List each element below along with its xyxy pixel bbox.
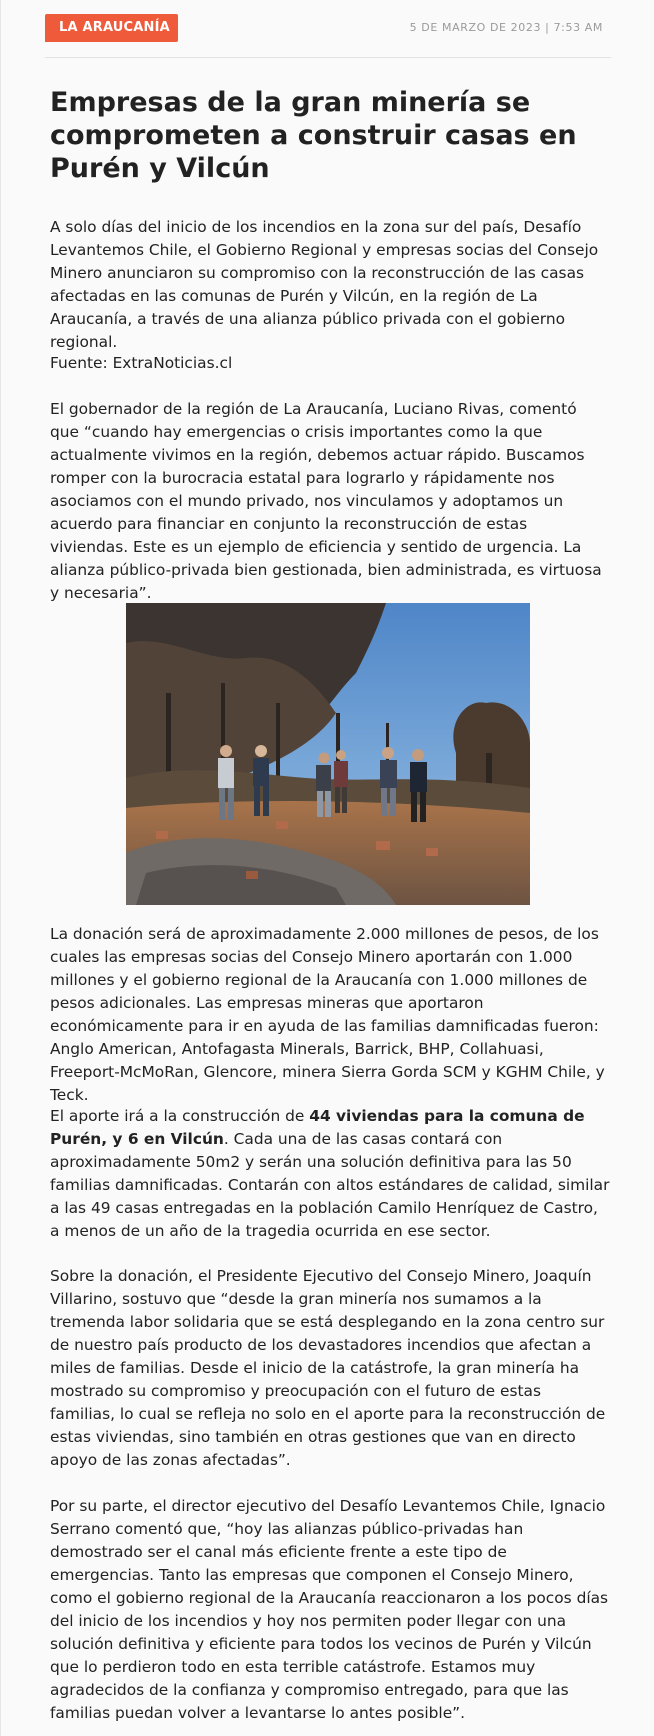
paragraph-mining-council-quote: Sobre la donación, el Presidente Ejecutivo del Consejo Minero, Joaquín Villarino, sostuvo que “desde la gran minería nos sumamos a la tremenda labor solidaria que se está desplegando en la zona centro sur de nuestro país producto de los devastadores incendios que afectan a miles de familias. Desde el inicio de la catástrofe, la gran minería ha mostrado su compromiso y preocupación con el futuro de estas familias, lo cual se refleja no solo en el aporte para la reconstrucción de estas viviendas, sino también en otras gestiones que van en directo apoyo de las zonas afectadas”. [50, 1267, 606, 1469]
publish-date: 5 DE MARZO DE 2023 | 7:53 AM [409, 21, 603, 34]
housing-highlight: 44 viviendas para la comuna de Purén, y 6 en Vilcún [50, 1107, 585, 1148]
category-badge[interactable]: LA ARAUCANÍA [45, 14, 178, 42]
page-edge [0, 0, 1, 1736]
housing-rest: . Cada una de las casas contará con aproximadamente 50m2 y serán una solución definitiva para las 50 familias damnificadas. Contarán con altos estándares de calidad, similar a las 49 casas entregadas en la población Camilo Henríquez de Castro, a menos de un año de la tragedia ocurrida en ese sector. [50, 1130, 610, 1240]
article-photo [126, 603, 530, 905]
burned-forest-photo [126, 603, 530, 905]
article-title: Empresas de la gran minería se comprometen a construir casas en Purén y Vilcún [50, 87, 577, 184]
paragraph-intro: A solo días del inicio de los incendios en la zona sur del país, Desafío Levantemos Chile, el Gobierno Regional y empresas socias del Consejo Minero anunciaron su compromiso con la reconstrucción de las casas afectadas en las comunas de Purén y Vilcún, en la región de La Araucanía, a través de una alianza público privada con el gobierno regional. [50, 218, 599, 351]
article-meta-bar [45, 14, 611, 58]
paragraph-donation: La donación será de aproximadamente 2.000 millones de pesos, de los cuales las empresas socias del Consejo Minero aportarán con 1.000 millones y el gobierno regional de la Araucanía con 1.000 millones de pesos adicionales. Las empresas mineras que aportaron económicamente para ir en ayuda de las familias damnificadas fueron: Anglo American, Antofagasta Minerals, Barrick, BHP, Collahuasi, Freeport-McMoRan, Glencore, minera Sierra Gorda SCM y KGHM Chile, y Teck. [50, 925, 605, 1104]
source-line: Fuente: ExtraNoticias.cl [50, 354, 233, 372]
paragraph-levantemos-quote: Por su parte, el director ejecutivo del Desafío Levantemos Chile, Ignacio Serrano comentó que, “hoy las alianzas público-privadas han demostrado ser el canal más eficiente frente a este tipo de emergencias. Tanto las empresas que componen el Consejo Minero, como el gobierno regional de la Araucanía reaccionaron a los pocos días del inicio de los incendios y hoy nos permiten poder llegar con una solución definitiva y eficiente para todos los vecinos de Purén y Vilcún que lo perdieron todo en esta terrible catástrofe. Estamos muy agradecidos de la confianza y compromiso entregado, para que las familias puedan volver a levantarse lo antes posible”. [50, 1497, 609, 1722]
paragraph-housing [50, 1105, 610, 1243]
housing-lead: El aporte irá a la construcción de [50, 1107, 310, 1125]
paragraph-governor-quote: El gobernador de la región de La Araucanía, Luciano Rivas, comentó que “cuando hay emergencias o crisis importantes como la que actualmente vivimos en la región, debemos actuar rápido. Buscamos romper con la burocracia estatal para lograrlo y rápidamente nos asociamos con el mundo privado, nos vinculamos y adoptamos un acuerdo para financiar en conjunto la reconstrucción de estas viviendas. Este es un ejemplo de eficiencia y sentido de urgencia. La alianza público-privada bien gestionada, bien administrada, es virtuosa y necesaria”. [50, 400, 602, 602]
